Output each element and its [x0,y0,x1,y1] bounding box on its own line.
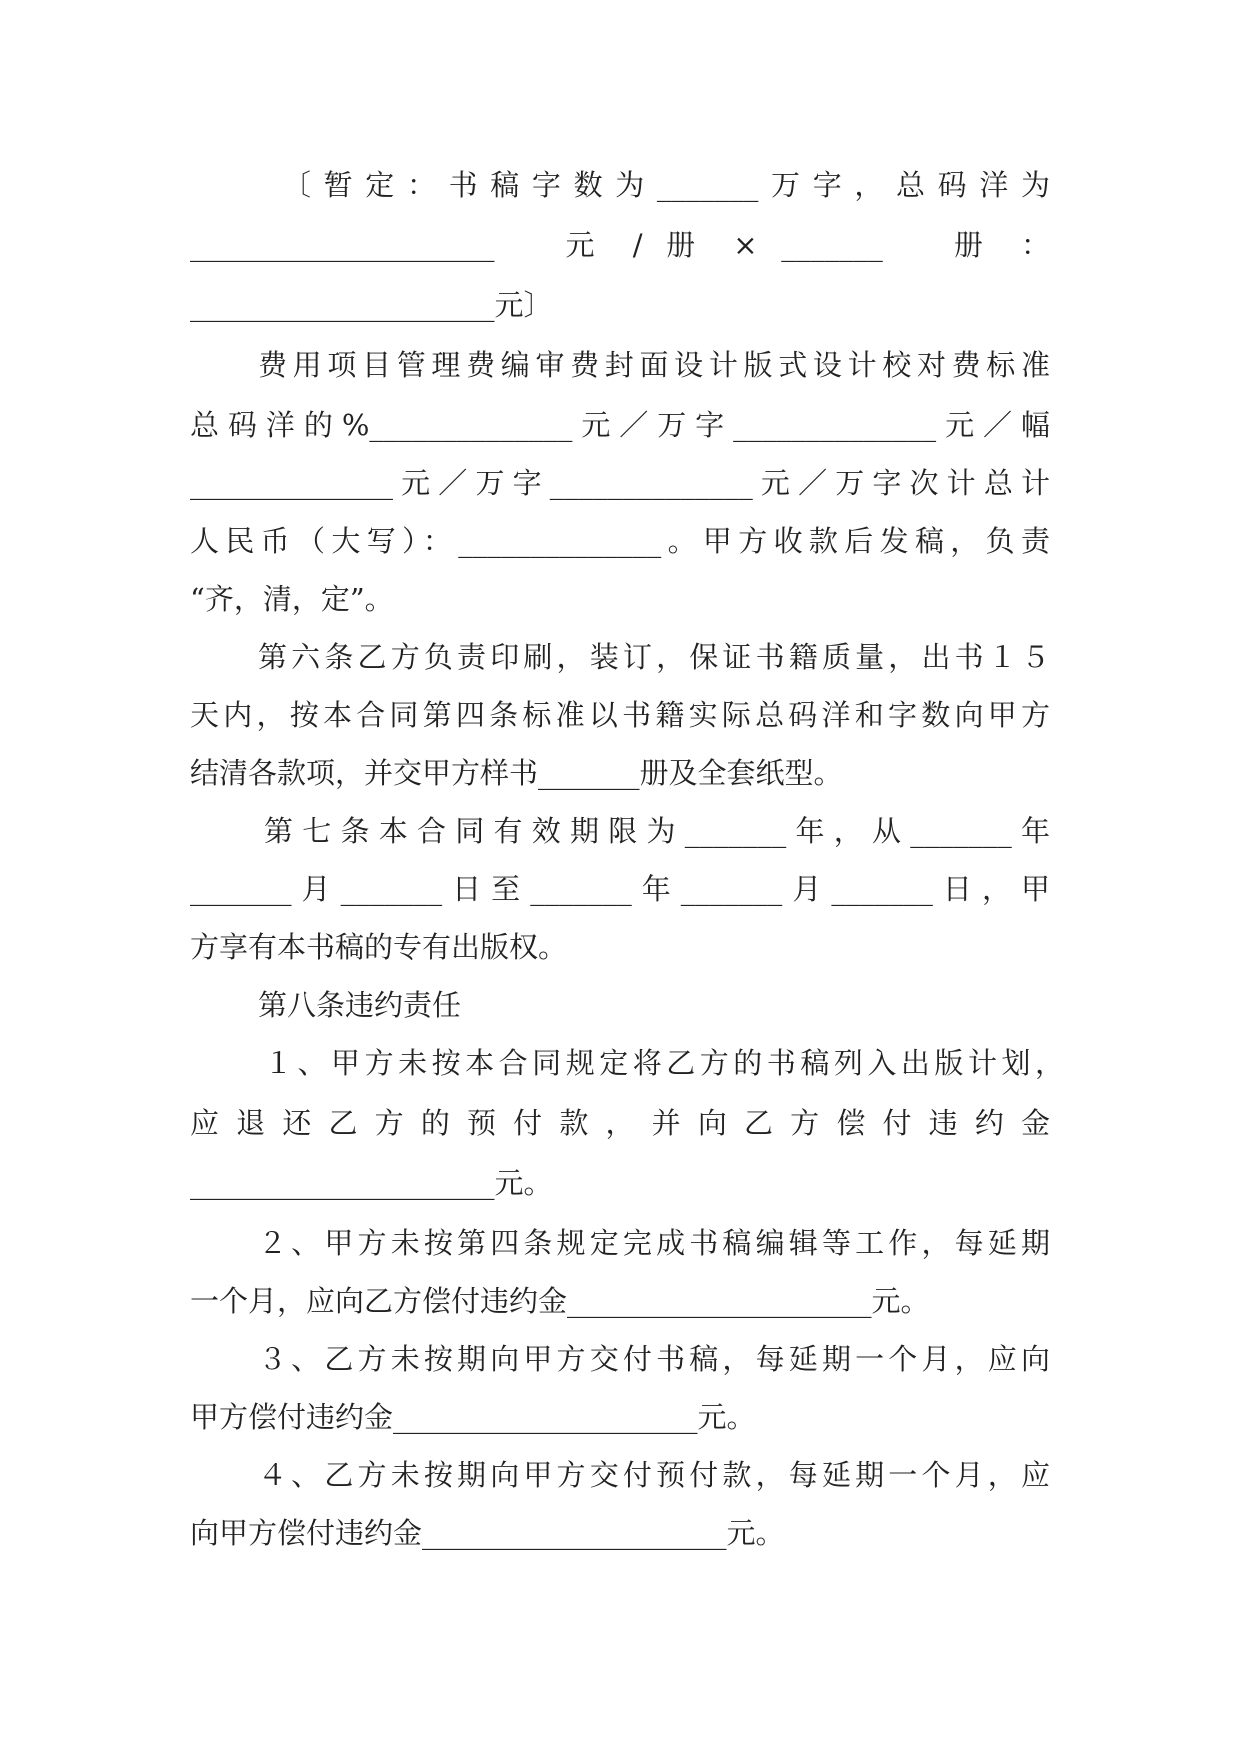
text-line: 方享有本书稿的专有出版权。 [190,930,568,964]
text-line: 结清各款项，并交甲方样书_______册及全套纸型。 [190,756,843,790]
text-line: _____________________元〕 [190,288,553,322]
text-line: 向甲方偿付违约金_____________________元。 [190,1516,785,1550]
text-line: 甲方偿付违约金_____________________元。 [190,1400,756,1434]
text-line: 人民币（大写）：______________。甲方收款后发稿，负责 [190,524,1050,558]
text-line: “齐，清，定”。 [190,582,394,616]
text-line: ______________元／万字______________元／万字次计总计 [190,466,1050,500]
text-line: 总码洋的%______________元／万字______________元／幅 [190,408,1050,442]
text-line: 一个月，应向乙方偿付违约金_____________________元。 [190,1284,930,1318]
text-line: 应 退 还 乙 方 的 预 付 款 ， 并 向 乙 方 偿 付 违 约 金 [190,1106,1050,1140]
text-line: _____________________元。 [190,1166,553,1200]
text-line: ２、甲方未按第四条规定完成书稿编辑等工作，每延期 [258,1226,1050,1260]
text-line: 〔暂定：书稿字数为_______万字，总码洋为 [282,168,1050,202]
text-line: ４、乙方未按期向甲方交付预付款，每延期一个月，应 [258,1458,1050,1492]
text-line: ３、乙方未按期向甲方交付书稿，每延期一个月，应向 [258,1342,1050,1376]
text-line: 费用项目管理费编审费封面设计版式设计校对费标准 [258,348,1050,382]
text-line: _____________________ 元 / 册 × _______ 册 ： [190,228,1050,262]
section-heading: 第八条违约责任 [258,988,462,1022]
text-line: １、甲方未按本合同规定将乙方的书稿列入出版计划， [264,1046,1064,1080]
text-line: 天内，按本合同第四条标准以书籍实际总码洋和字数向甲方 [190,698,1050,732]
text-line: 第七条本合同有效期限为_______年，从_______年 [264,814,1050,848]
text-line: 第六条乙方负责印刷，装订，保证书籍质量，出书１５ [258,640,1050,674]
text-line: _______月_______日至_______年_______月_______日，甲 [190,872,1050,906]
